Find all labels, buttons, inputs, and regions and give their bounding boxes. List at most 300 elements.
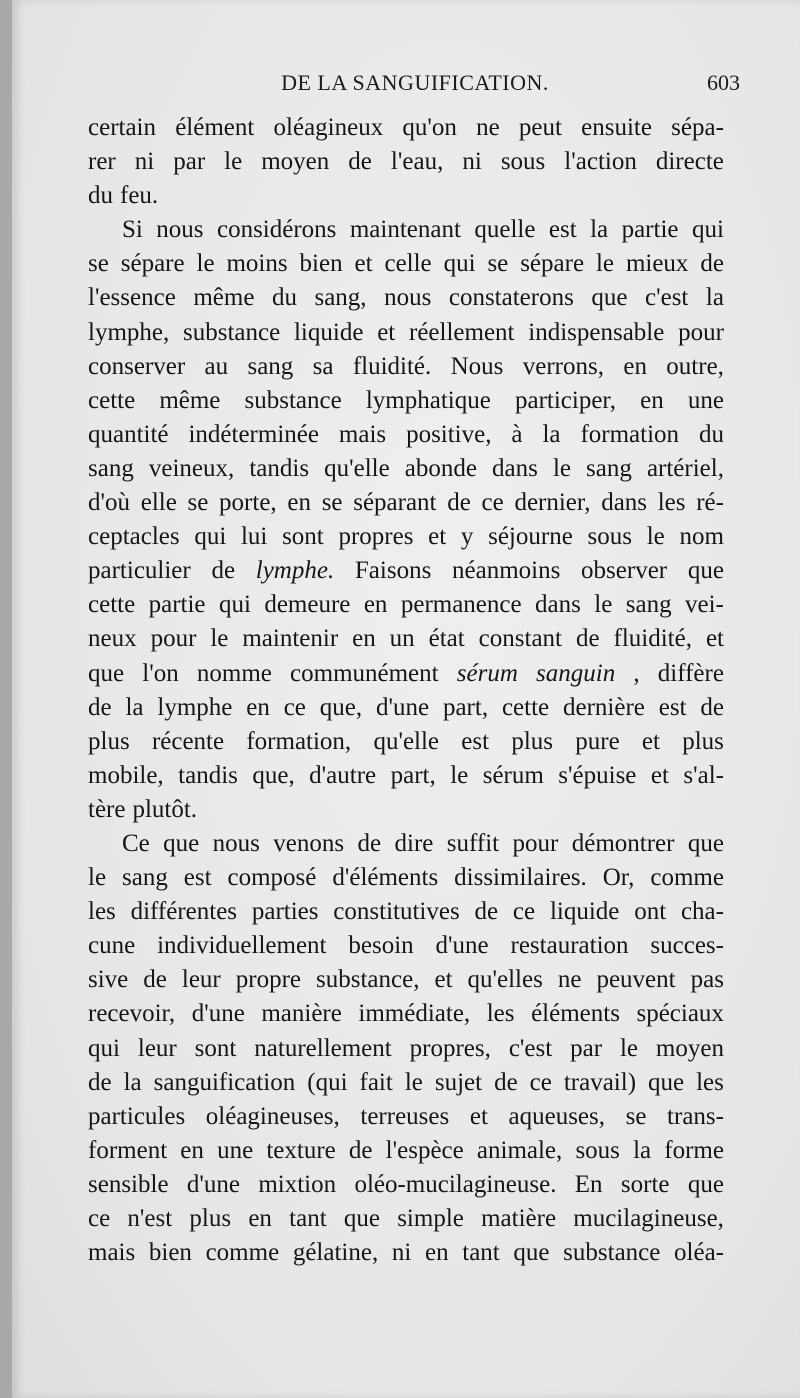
word: vei- [685, 591, 724, 619]
text-line [88, 929, 724, 963]
text-line [88, 997, 724, 1031]
word: du [271, 284, 297, 312]
word: Ce [122, 829, 150, 857]
word: simple [397, 1205, 464, 1232]
word: dire [394, 829, 434, 857]
word: les [88, 898, 116, 926]
word: matière [481, 1205, 557, 1232]
word: d'éléments [332, 864, 439, 892]
text-line [88, 691, 724, 725]
word: ce [88, 1205, 111, 1232]
word: , [633, 659, 640, 687]
word: sang [247, 352, 294, 380]
word: substance [244, 386, 342, 414]
body-text [88, 111, 724, 1270]
word: participer, [514, 386, 616, 414]
word: plus [511, 727, 553, 755]
word: l'essence [88, 284, 176, 312]
word: fluidité, [613, 625, 692, 653]
word: les [696, 1068, 724, 1096]
text-line [88, 281, 724, 315]
word: en [363, 591, 388, 619]
word: lymphe [157, 693, 233, 721]
word: forme [664, 1136, 724, 1164]
text-line [88, 895, 724, 929]
word: éléments [531, 1000, 620, 1028]
word: de [700, 250, 724, 278]
word: demeure [264, 591, 351, 619]
word: leur [181, 966, 221, 994]
word: verrons, [522, 352, 604, 380]
text-line [88, 1100, 724, 1134]
word: substance, [316, 966, 420, 994]
word: par [173, 148, 206, 176]
word: diffère [657, 659, 724, 687]
word: dernière [562, 693, 645, 721]
text-line [88, 657, 724, 691]
word: ce [481, 489, 504, 517]
word: elle [140, 489, 177, 517]
word: sang [625, 591, 672, 619]
word: considérons [216, 216, 337, 244]
word: est [183, 864, 212, 892]
word: que [163, 829, 200, 857]
word: la [125, 693, 144, 721]
word: et [650, 761, 669, 789]
italic-word: sérum [456, 659, 518, 687]
word: plus [189, 1205, 232, 1232]
word: qu'elles [467, 966, 543, 994]
word: sang [88, 454, 134, 482]
text-line [88, 588, 724, 622]
text-line [88, 111, 724, 145]
text-line [88, 316, 724, 350]
word: est [658, 693, 687, 721]
word: sive [88, 966, 129, 994]
word: du [88, 182, 113, 210]
word: indispensable [528, 318, 665, 346]
word: conserver [88, 352, 186, 380]
word: le [552, 454, 571, 482]
word: d'où [88, 489, 131, 517]
word: de [357, 829, 382, 857]
word: pour [512, 829, 559, 857]
word: oléagineuses, [205, 1102, 340, 1130]
word: séjourne [488, 523, 573, 551]
word: une [217, 1136, 254, 1164]
word: et [641, 727, 660, 755]
text-line [88, 1168, 724, 1202]
word: nous [384, 284, 432, 312]
word: et [434, 966, 453, 994]
word: qui [88, 1034, 120, 1062]
word: texture [266, 1136, 336, 1164]
text-line [88, 554, 724, 588]
word: que [687, 557, 724, 585]
word: sujet [434, 1068, 483, 1096]
word: sang [586, 454, 632, 482]
word: de [700, 693, 724, 721]
word: fait [359, 1068, 393, 1096]
word: succes- [650, 932, 724, 960]
word: récente [151, 727, 225, 755]
word: propre [235, 966, 302, 994]
text-line [88, 1202, 724, 1236]
word: travail) [563, 1068, 637, 1096]
word: qui [218, 591, 251, 619]
word: que, [252, 761, 295, 789]
text-line [88, 793, 724, 827]
text-line [88, 725, 724, 759]
word: ce [283, 693, 306, 721]
text-line [88, 963, 724, 997]
word: d'autre [309, 761, 377, 789]
word: mixtion [258, 1170, 337, 1198]
word: partie [148, 591, 206, 619]
word: c'est [508, 1034, 553, 1062]
word: nomme [196, 659, 272, 687]
word: En [574, 1170, 603, 1198]
word: constaterons [448, 284, 574, 312]
word: élément [175, 114, 255, 141]
word: ni [134, 148, 155, 176]
word: constitutives [333, 898, 460, 926]
word: séparant [353, 489, 437, 517]
running-title: DE LA SANGUIFICATION. [281, 70, 549, 95]
word: le [450, 761, 469, 789]
word: trans- [667, 1102, 724, 1130]
text-line [88, 452, 724, 486]
word: par [570, 1034, 603, 1062]
word: lymphe, [88, 318, 170, 346]
word: mais [338, 420, 387, 448]
word: le [404, 1068, 423, 1096]
text-line [88, 1134, 724, 1168]
word: le [210, 625, 229, 653]
word: moins [226, 250, 288, 278]
word: sa [312, 352, 334, 380]
word: tandis [178, 761, 238, 789]
word: le [594, 591, 613, 619]
word: abonde [404, 454, 477, 482]
word: cune [88, 932, 136, 960]
word: tère [88, 795, 126, 823]
word: propres [338, 523, 414, 551]
word: dans [535, 591, 581, 619]
word: sépare [120, 250, 185, 278]
word: les [657, 489, 686, 517]
word: tant [289, 1205, 327, 1232]
word: liquide [549, 898, 620, 926]
word: oléagineux [273, 114, 384, 141]
word: pour [678, 318, 724, 346]
word: dernier, [514, 489, 591, 517]
word: parties [251, 898, 319, 926]
text-line [88, 520, 724, 554]
word: état [428, 625, 465, 653]
word: veineux, [148, 454, 235, 482]
word: qui [443, 250, 476, 278]
word: composé [227, 864, 317, 892]
word: d'une [375, 693, 430, 721]
word: est [461, 727, 490, 755]
word: positive, [406, 420, 492, 448]
word: de [447, 489, 471, 517]
word: formation [580, 420, 680, 448]
word: et [428, 523, 447, 551]
word: la [633, 1136, 652, 1164]
word: d'une [191, 1000, 245, 1028]
word: la [590, 216, 609, 244]
text-line [88, 179, 724, 213]
word: la [123, 1068, 142, 1096]
word: l'eau, [390, 148, 444, 176]
word: l'action [564, 148, 637, 176]
word: et [705, 625, 724, 653]
word: directe [655, 148, 724, 176]
word: de [348, 148, 372, 176]
word: qui [194, 523, 227, 551]
word: oléo-mucilagineuse. [354, 1170, 557, 1198]
word: sous [587, 523, 632, 551]
word: et [354, 250, 373, 278]
text-line [88, 247, 724, 281]
word: Si [122, 216, 143, 244]
word: en [640, 386, 664, 414]
word: qu'elle [373, 727, 440, 755]
word: ce [529, 1068, 552, 1096]
word: cette [88, 386, 136, 414]
word: dissimilaires. [454, 864, 587, 892]
word: néanmoins [452, 557, 561, 585]
page-header [90, 70, 740, 106]
word: tant [462, 1239, 500, 1267]
word: moyen [655, 1034, 724, 1062]
word: ceptacles [88, 523, 180, 551]
word: même [193, 284, 255, 312]
italic-word: lymphe. [255, 557, 335, 585]
word: en [246, 693, 270, 721]
word: particulier [88, 557, 191, 585]
word: constant [478, 625, 562, 653]
word: c'est [645, 284, 689, 312]
word: quantité [88, 420, 169, 448]
word: que [648, 1068, 685, 1096]
word: et [377, 318, 396, 346]
word: terreuses [360, 1102, 450, 1130]
word: se [321, 489, 343, 517]
text-line [88, 827, 724, 861]
word: l'espèce [385, 1136, 464, 1164]
word: s'al- [683, 761, 724, 789]
word: le [196, 250, 215, 278]
word: substance [563, 1239, 661, 1267]
word: sérum [482, 761, 544, 789]
word: Nous [450, 352, 504, 380]
word: sorte [620, 1170, 670, 1198]
word: de [348, 1136, 373, 1164]
word: sont [282, 523, 324, 551]
word: leur [137, 1034, 177, 1062]
word: recevoir, [88, 1000, 176, 1028]
word: n'est [127, 1205, 173, 1232]
book-page [12, 0, 800, 1398]
word: naturellement [254, 1034, 392, 1062]
text-line [88, 759, 724, 793]
word: se [625, 1102, 647, 1130]
italic-word: sanguin [536, 659, 616, 687]
word: maintenant [349, 216, 461, 244]
word: que, [319, 693, 363, 721]
word: plutôt. [132, 795, 198, 823]
word: au [204, 352, 229, 380]
word: plus [682, 727, 724, 755]
word: suffit [446, 829, 500, 857]
word: feu. [120, 182, 159, 210]
text-line [88, 350, 724, 384]
word: ont [634, 898, 667, 926]
word: qu'on [402, 114, 457, 141]
word: animale, [476, 1136, 563, 1164]
word: la [542, 420, 561, 448]
word: le [88, 864, 107, 892]
word: qu'elle [324, 454, 390, 482]
page-number: 603 [707, 70, 740, 95]
word: sous [500, 148, 546, 176]
word: dans [492, 454, 538, 482]
word: cette [88, 591, 136, 619]
word: pas [690, 966, 724, 994]
word: part, [442, 693, 489, 721]
word: permanence [400, 591, 522, 619]
text-line [88, 1236, 724, 1270]
word: propres, [409, 1034, 491, 1062]
word: que [513, 1239, 550, 1267]
word: dans [601, 489, 648, 517]
word: de [474, 898, 499, 926]
word: lymphatique [365, 386, 491, 414]
word: part, [390, 761, 436, 789]
word: s'épuise [558, 761, 637, 789]
word: spéciaux [636, 1000, 724, 1028]
word: sépa- [671, 114, 724, 141]
word: nous [212, 829, 260, 857]
word: ensuite [581, 114, 652, 141]
word: substance [183, 318, 281, 346]
word: cette [501, 693, 550, 721]
word: du [698, 420, 724, 448]
word: comme [650, 864, 724, 892]
word: les [486, 1000, 515, 1028]
word: neux [88, 625, 137, 653]
text-line [88, 1066, 724, 1100]
word: manière [261, 1000, 342, 1028]
word: le [595, 250, 615, 278]
word: en [424, 1239, 449, 1267]
word: celle [384, 250, 432, 278]
word: en [180, 1136, 204, 1164]
word: pour [150, 625, 197, 653]
word: y [460, 523, 474, 551]
word: ni [462, 148, 482, 176]
word: lui [240, 523, 268, 551]
word: qui [691, 216, 724, 244]
word: bien [299, 250, 343, 278]
word: se [88, 250, 109, 278]
word: ne [557, 966, 582, 994]
word: sépare [520, 250, 585, 278]
word: restauration [510, 932, 629, 960]
word: cha- [680, 898, 724, 926]
word: de [211, 557, 236, 585]
text-line [88, 145, 724, 179]
word: sanguification [153, 1068, 296, 1096]
word: que [687, 829, 724, 857]
word: en [287, 489, 311, 517]
word: même [159, 386, 221, 414]
word: sont [194, 1034, 237, 1062]
word: liquide [293, 318, 364, 346]
word: l'on [142, 659, 179, 687]
word: oléa- [674, 1239, 724, 1267]
word: besoin [348, 932, 414, 960]
word: rer [88, 148, 116, 176]
word: gélatine, [292, 1239, 379, 1267]
word: que [687, 1170, 724, 1198]
word: Or, [602, 864, 635, 892]
word: porte, [219, 489, 277, 517]
word: nom [679, 523, 724, 551]
word: le [619, 1034, 638, 1062]
word: partie [621, 216, 679, 244]
word: immédiate, [358, 1000, 471, 1028]
word: le [646, 523, 665, 551]
text-line [88, 486, 724, 520]
word: indéterminée [188, 420, 319, 448]
text-line [88, 1032, 724, 1066]
word: sensible [88, 1170, 169, 1198]
word: Faisons [354, 557, 432, 585]
word: la [705, 284, 724, 312]
word: de [88, 1068, 112, 1096]
word: mucilagineuse, [573, 1205, 724, 1232]
word: pure [575, 727, 620, 755]
word: bien [148, 1239, 192, 1267]
word: (qui [307, 1068, 348, 1096]
word: peuvent [596, 966, 676, 994]
word: d'une [435, 932, 489, 960]
word: ce [512, 898, 536, 926]
word: ré- [696, 489, 724, 517]
word: réellement [409, 318, 515, 346]
word: artériel, [646, 454, 724, 482]
word: d'une [186, 1170, 240, 1198]
word: en [352, 625, 376, 653]
text-line [88, 622, 724, 656]
word: tandis [249, 454, 310, 482]
word: observer [581, 557, 668, 585]
word: individuellement [157, 932, 327, 960]
word: ne [476, 114, 500, 141]
word: de [494, 1068, 518, 1096]
word: peut [518, 114, 562, 141]
word: outre, [666, 352, 724, 380]
word: ni [391, 1239, 412, 1267]
word: nous [156, 216, 204, 244]
word: que [591, 284, 628, 312]
word: formation, [246, 727, 352, 755]
word: se [187, 489, 209, 517]
